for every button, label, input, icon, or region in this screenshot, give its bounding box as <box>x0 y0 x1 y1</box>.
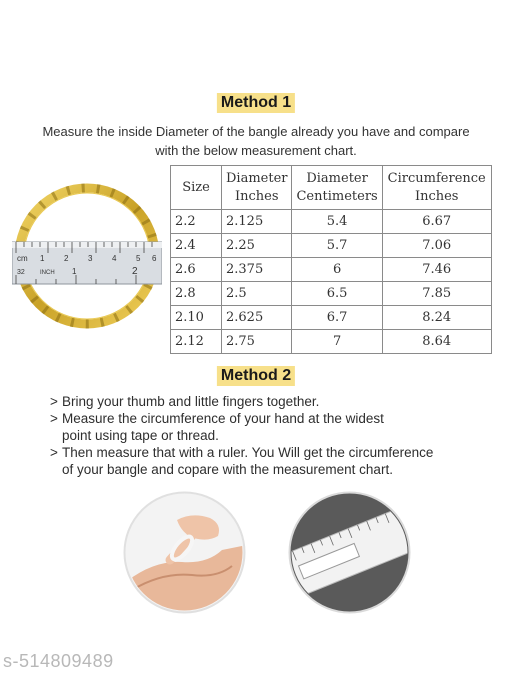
cell-diameter-cm: 5.7 <box>292 234 382 258</box>
table-header-row <box>171 166 492 210</box>
step-bullet: > <box>50 394 58 409</box>
step-item <box>50 393 500 410</box>
table-row <box>171 306 492 330</box>
cell-diameter-inches: 2.125 <box>222 210 292 234</box>
ruler-label-32: 32 <box>17 269 25 276</box>
step-bullet: > <box>50 445 58 460</box>
product-id-watermark: s-514809489 <box>3 651 114 671</box>
ruler-label-5: 5 <box>136 254 141 263</box>
cell-size: 2.10 <box>171 306 222 330</box>
cell-diameter-cm: 7 <box>292 330 382 354</box>
cell-diameter-inches: 2.375 <box>222 258 292 282</box>
method-2-steps <box>50 393 500 478</box>
ruler-label-2: 2 <box>64 254 69 263</box>
table-row <box>171 282 492 306</box>
cell-circumference: 7.06 <box>382 234 491 258</box>
cell-size: 2.12 <box>171 330 222 354</box>
bangle-with-ruler-illustration <box>12 181 162 331</box>
header-diameter-inches: Diameter Inches <box>222 166 292 210</box>
step-2-line-2: point using tape or thread. <box>62 428 219 443</box>
cell-circumference: 6.67 <box>382 210 491 234</box>
cell-diameter-cm: 6.5 <box>292 282 382 306</box>
intro-line-1: Measure the inside Diameter of the bangle already you have and compare <box>42 124 470 139</box>
step-bullet: > <box>50 411 58 426</box>
intro-line-2: with the below measurement chart. <box>155 143 357 158</box>
step-item <box>50 410 500 444</box>
ruler-label-inch-1: 1 <box>72 267 77 276</box>
method-1-title: Method 1 <box>217 93 295 113</box>
cell-circumference: 8.24 <box>382 306 491 330</box>
header-diameter-centimeters: Diameter Centimeters <box>292 166 382 210</box>
cell-size: 2.4 <box>171 234 222 258</box>
cell-size: 2.2 <box>171 210 222 234</box>
cell-diameter-inches: 2.5 <box>222 282 292 306</box>
cell-diameter-inches: 2.625 <box>222 306 292 330</box>
ruler-label-inch: INCH <box>40 270 55 276</box>
table-row <box>171 234 492 258</box>
ruler <box>12 242 162 284</box>
step-item <box>50 444 500 478</box>
step-2-line-1: Measure the circumference of your hand at the widest <box>62 411 384 426</box>
ruler-label-cm: cm <box>17 254 28 263</box>
cell-size: 2.6 <box>171 258 222 282</box>
header-size: Size <box>171 166 222 210</box>
hand-measurement-illustration <box>122 490 247 615</box>
cell-circumference: 8.64 <box>382 330 491 354</box>
method-1-instructions <box>8 122 504 160</box>
step-3-line-1: Then measure that with a ruler. You Will get the circumference <box>62 445 434 460</box>
table-row <box>171 330 492 354</box>
ruler-closeup-illustration <box>287 490 412 615</box>
method-2-title: Method 2 <box>217 366 295 386</box>
cell-circumference: 7.46 <box>382 258 491 282</box>
cell-circumference: 7.85 <box>382 282 491 306</box>
ruler-label-inch-2: 2 <box>132 266 138 277</box>
ruler-label-4: 4 <box>112 254 117 263</box>
ruler-label-3: 3 <box>88 254 93 263</box>
cell-diameter-cm: 5.4 <box>292 210 382 234</box>
size-chart-table <box>170 165 492 354</box>
ruler-label-6: 6 <box>152 254 157 263</box>
cell-diameter-cm: 6 <box>292 258 382 282</box>
table-row <box>171 258 492 282</box>
cell-size: 2.8 <box>171 282 222 306</box>
table-row <box>171 210 492 234</box>
step-3-line-2: of your bangle and copare with the measurement chart. <box>62 462 393 477</box>
cell-diameter-inches: 2.25 <box>222 234 292 258</box>
cell-diameter-inches: 2.75 <box>222 330 292 354</box>
cell-diameter-cm: 6.7 <box>292 306 382 330</box>
header-circumference-inches: Circumference Inches <box>382 166 491 210</box>
ruler-label-1: 1 <box>40 254 45 263</box>
step-1-text: Bring your thumb and little fingers together. <box>62 394 320 409</box>
